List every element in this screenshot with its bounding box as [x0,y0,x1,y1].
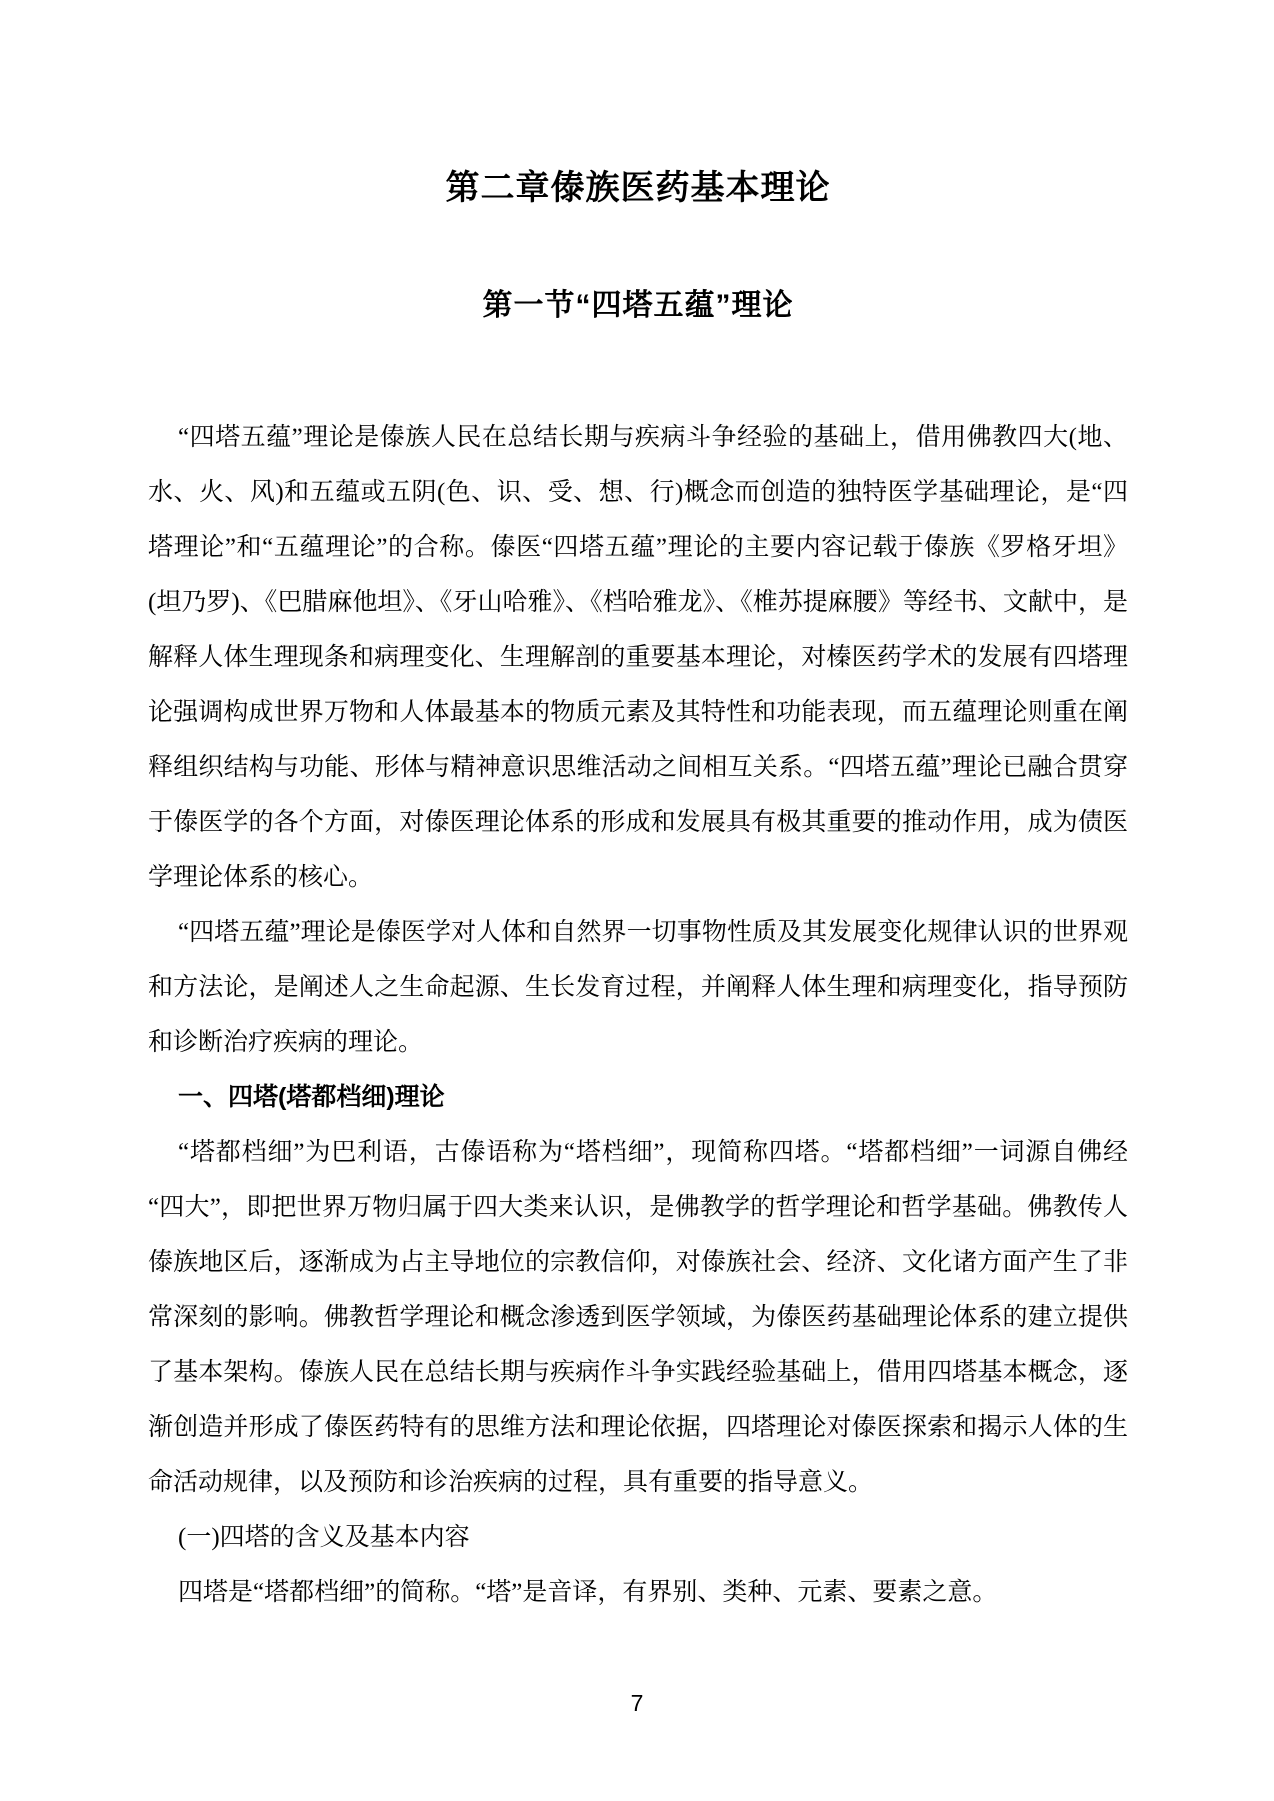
body-text [148,410,1128,1620]
page-number: 7 [630,1690,644,1716]
paragraph-four-towers-five-aggregates-origin: “四塔五蕴”理论是傣族人民在总结长期与疾病斗争经验的基础上，借用佛教四大(地、水、火、风)和五蕴或五阴(色、识、受、想、行)概念而创造的独特医学基础理论，是“四塔理论”和“五蕴理论”的合称。傣医“四塔五蕴”理论的主要内容记载于傣族《罗格牙坦》(坦乃罗)、《巴腊麻他坦》、《牙山哈雅》、《档哈雅龙》、《椎苏提麻腰》等经书、文献中，是解释人体生理现条和病理变化、生理解剖的重要基本理论，对榛医药学术的发展有四塔理论强调构成世界万物和人体最基本的物质元素及其特性和功能表现，而五蕴理论则重在阐释组织结构与功能、形体与精神意识思维活动之间相互关系。“四塔五蕴”理论已融合贯穿于傣医学的各个方面，对傣医理论体系的形成和发展具有极其重要的推动作用，成为债医学理论体系的核心。 [148,424,1128,891]
section-title: 第一节“四塔五蕴”理论 [482,289,794,322]
subheading-four-towers-meaning: (一)四塔的含义及基本内容 [178,1524,470,1551]
paragraph-tadu-dangxi-pali: “塔都档细”为巴利语，古傣语称为“塔档细”，现简称四塔。“塔都档细”一词源自佛经“四大”，即把世界万物归属于四大类来认识，是佛教学的哲学理论和哲学基础。佛教传人傣族地区后，逐渐成为占主导地位的宗教信仰，对傣族社会、经济、文化诸方面产生了非常深刻的影响。佛教哲学理论和概念渗透到医学领域，为傣医药基础理论体系的建立提供了基本架构。傣族人民在总结长期与疾病作斗争实践经验基础上，借用四塔基本概念，逐渐创造并形成了傣医药特有的思维方法和理论依据，四塔理论对傣医探索和揭示人体的生命活动规律，以及预防和诊治疾病的过程，具有重要的指导意义。 [148,1139,1128,1496]
chapter-title: 第二章傣族医药基本理论 [445,169,831,207]
paragraph-worldview-methodology: “四塔五蕴”理论是傣医学对人体和自然界一切事物性质及其发展变化规律认识的世界观和方法论，是阐述人之生命起源、生长发育过程，并阐释人体生理和病理变化，指导预防和诊断治疗疾病的理论。 [148,919,1128,1056]
heading-four-towers-theory: 一、四塔(塔都档细)理论 [178,1083,445,1111]
paragraph-four-towers-abbreviation: 四塔是“塔都档细”的简称。“塔”是音译，有界别、类种、元素、要素之意。 [178,1579,998,1606]
